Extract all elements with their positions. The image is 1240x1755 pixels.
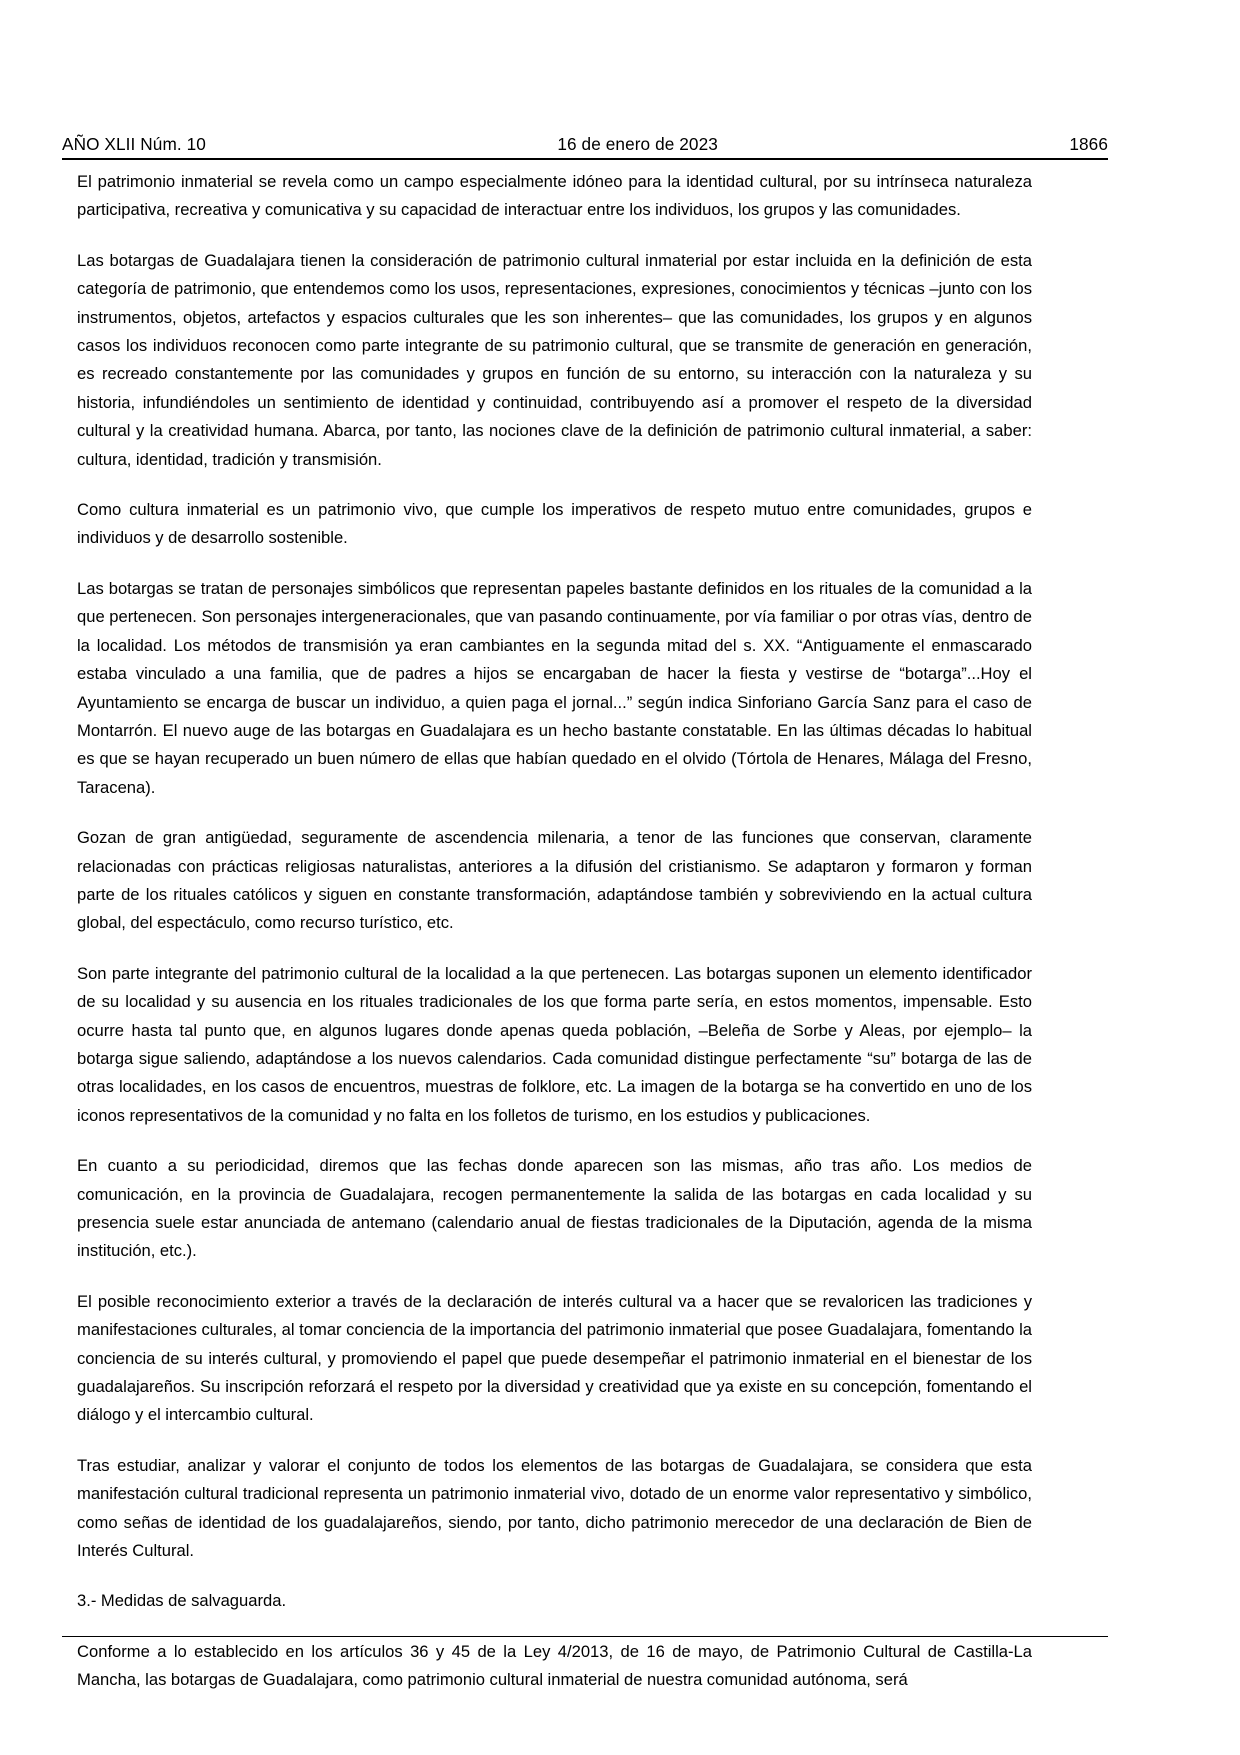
header-divider-rule: [62, 158, 1108, 160]
header-page-number: 1866: [1069, 134, 1108, 154]
body-paragraph: Las botargas de Guadalajara tienen la consideración de patrimonio cultural inmaterial por estar incluida en la definición de esta categoría de patrimonio, que entendemos como los usos, representaciones, expresiones, conocimientos y técnicas –junto con los instrumentos, objetos, artefactos y espacios culturales que les son inherentes– que las comunidades, los grupos y en algunos casos los individuos reconocen como parte integrante de su patrimonio cultural, que se transmite de generación en generación, es recreado constantemente por las comunidades y grupos en función de su entorno, su interacción con la naturaleza y su historia, infundiéndoles un sentimiento de identidad y continuidad, contribuyendo así a promover el respeto de la diversidad cultural y la creatividad humana. Abarca, por tanto, las nociones clave de la definición de patrimonio cultural inmaterial, a saber: cultura, identidad, tradición y transmisión.: [77, 250, 1032, 469]
header-date-label: 16 de enero de 2023: [557, 134, 718, 154]
body-paragraph: El patrimonio inmaterial se revela como un campo especialmente idóneo para la identidad cultural, por su intrínseca naturaleza participativa, recreativa y comunicativa y su capacidad de interactuar entre los individuos, los grupos y las comunidades.: [77, 172, 1032, 220]
body-paragraph: Tras estudiar, analizar y valorar el conjunto de todos los elementos de las botargas de Guadalajara, se considera que esta manifestación cultural tradicional representa un patrimonio inmaterial vivo, dotado de un enorme valor representativo y simbólico, como señas de identidad de los guadalajareños, siendo, por tanto, dicho patrimonio merecedor de una declaración de Bien de Interés Cultural.: [77, 1455, 1032, 1561]
footer-divider-rule: [62, 1636, 1108, 1637]
body-paragraph: Gozan de gran antigüedad, seguramente de ascendencia milenaria, a tenor de las funciones que conservan, claramente relacionadas con prácticas religiosas naturalistas, anteriores a la difusión del cristianismo. Se adaptaron y formaron y forman parte de los rituales católicos y siguen en constante transformación, adaptándose también y sobreviviendo en la actual cultura global, del espectáculo, como recurso turístico, etc.: [77, 828, 1032, 933]
body-paragraph: En cuanto a su periodicidad, diremos que las fechas donde aparecen son las mismas, año tras año. Los medios de comunicación, en la provincia de Guadalajara, recogen permanentemente la salida de las botargas en cada localidad y su presencia suele estar anunciada de antemano (calendario anual de fiestas tradicionales de la Diputación, agenda de la misma institución, etc.).: [77, 1156, 1032, 1261]
page-header: [62, 126, 1108, 154]
body-paragraph: Conforme a lo establecido en los artículos 36 y 45 de la Ley 4/2013, de 16 de mayo, de Patrimonio Cultural de Castilla-La Mancha, las botargas de Guadalajara, como patrimonio cultural inmaterial de nuestra comunidad autónoma, será: [77, 1641, 1032, 1690]
header-issue-label: AÑO XLII Núm. 10: [62, 134, 206, 154]
body-paragraph: Como cultura inmaterial es un patrimonio vivo, que cumple los imperativos de respeto mutuo entre comunidades, grupos e individuos y de desarrollo sostenible.: [77, 500, 1032, 548]
body-paragraph: El posible reconocimiento exterior a través de la declaración de interés cultural va a hacer que se revaloricen las tradiciones y manifestaciones culturales, al tomar conciencia de la importancia del patrimonio inmaterial que posee Guadalajara, fomentando la conciencia de su interés cultural, y promoviendo el papel que puede desempeñar el patrimonio inmaterial en el bienestar de los guadalajareños. Su inscripción reforzará el respeto por la diversidad y creatividad que ya existe en su concepción, fomentando el diálogo y el intercambio cultural.: [77, 1291, 1032, 1425]
document-body: [77, 168, 1032, 1695]
section-heading-medidas-salvaguarda: 3.- Medidas de salvaguarda.: [77, 1591, 287, 1611]
body-paragraph: Son parte integrante del patrimonio cultural de la localidad a la que pertenecen. Las botargas suponen un elemento identificador de su localidad y su ausencia en los rituales tradicionales de los que forma parte sería, en estos momentos, impensable. Esto ocurre hasta tal punto que, en algunos lugares donde apenas queda población, –Beleña de Sorbe y Aleas, por ejemplo– la botarga sigue saliendo, adaptándose a los nuevos calendarios. Cada comunidad distingue perfectamente “su” botarga de las de otras localidades, en los casos de encuentros, muestras de folklore, etc. La imagen de la botarga se ha convertido en uno de los iconos representativos de la comunidad y no falta en los folletos de turismo, en los estudios y publicaciones.: [77, 963, 1032, 1125]
body-paragraph: Las botargas se tratan de personajes simbólicos que representan papeles bastante definidos en los rituales de la comunidad a la que pertenecen. Son personajes intergeneracionales, que van pasando continuamente, por vía familiar o por otras vías, dentro de la localidad. Los métodos de transmisión ya eran cambiantes en la segunda mitad del s. XX. “Antiguamente el enmascarado estaba vinculado a una familia, que de padres a hijos se encargaban de hacer la fiesta y vestirse de “botarga”...Hoy el Ayuntamiento se encarga de buscar un individuo, a quien paga el jornal...” según indica Sinforiano García Sanz para el caso de Montarrón. El nuevo auge de las botargas en Guadalajara es un hecho bastante constatable. En las últimas décadas lo habitual es que se hayan recuperado un buen número de ellas que habían quedado en el olvido (Tórtola de Henares, Málaga del Fresno, Taracena).: [77, 578, 1032, 797]
